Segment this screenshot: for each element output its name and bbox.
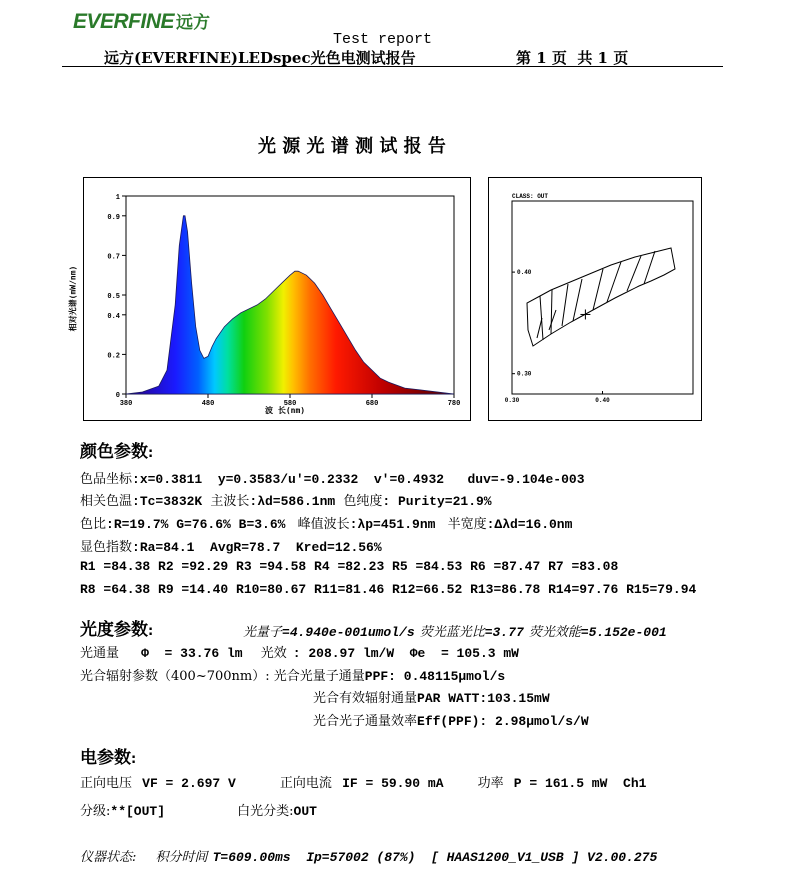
luminous-flux-label: 光通量 — [80, 646, 120, 661]
bin-divider — [537, 318, 542, 338]
instrument-status-label: 仪器状态: — [80, 850, 137, 865]
spectrum-ylabel: 相对光谱(mW/nm) — [68, 265, 78, 332]
bin-divider — [551, 290, 552, 334]
bin-divider — [593, 269, 603, 310]
half-width-value: :Δλd=16.0nm — [486, 517, 573, 532]
eff-ppf-label: 光合光子通量效率 — [313, 714, 418, 729]
par-watt-label: 光合有效辐射通量 — [313, 691, 418, 706]
forward-current-label: 正向电流 — [279, 776, 332, 791]
par-row-1 — [80, 665, 505, 684]
report-title-en: Test report — [333, 31, 433, 48]
power-label: 功率 — [477, 776, 504, 791]
efficacy-value: : 208.97 lm/W Φe = 105.3 mW — [292, 646, 519, 661]
x-tick-label: 380 — [119, 400, 133, 408]
x-tick-label: 780 — [447, 400, 461, 408]
grade-label: 分级: — [80, 804, 111, 819]
cri-row — [80, 536, 382, 555]
forward-voltage-value: VF = 2.697 V — [142, 776, 236, 791]
y-tick-label: 0.5 — [107, 293, 120, 301]
bin-outline — [527, 248, 675, 346]
x-tick-label: 480 — [201, 400, 215, 408]
cct-label: 相关色温 — [80, 494, 133, 509]
cie-svg — [489, 178, 701, 420]
ppf-value: PPF: 0.48115μmol/s — [364, 669, 506, 684]
forward-current-value: IF = 59.90 mA — [342, 776, 444, 791]
par-row-3 — [313, 710, 589, 729]
chromaticity-point — [580, 309, 590, 319]
spectrum-chart — [68, 177, 471, 421]
document-title: 光 源 光 谱 测 试 报 告 — [258, 136, 446, 157]
color-params-title-text: 颜色参数 — [80, 442, 148, 462]
y-tick-label: 0.9 — [107, 213, 120, 222]
spectrum-area — [126, 216, 454, 394]
color-params-title — [80, 437, 153, 462]
eff-ppf-value: Eff(PPF): 2.98μmol/s/W — [417, 714, 589, 729]
par-label: 光合辐射参数（400~700nm）: — [80, 669, 270, 684]
purity-value: : Purity=21.9% — [382, 494, 492, 509]
efficacy-label: 光效 — [260, 646, 287, 661]
cie-chart — [488, 177, 702, 421]
cri-r8-r15: R8 =64.38 R9 =14.40 R10=80.67 R11=81.46 R12=66.52 R13=86.78 R14=97.76 R15=79.94 — [80, 582, 697, 597]
white-class-value: OUT — [293, 804, 317, 819]
purity-label: 色纯度 — [343, 494, 383, 509]
par-row-2 — [313, 687, 550, 706]
ppf-label: 光合光量子通量 — [273, 669, 365, 684]
color-ratio-label: 色比 — [80, 517, 107, 532]
photon-flux-label: 光量子 — [243, 625, 283, 640]
instrument-status — [80, 846, 657, 865]
integration-time-label: 积分时间 — [155, 850, 208, 865]
ansi-bins — [527, 248, 675, 346]
peak-wl-label: 峰值波长 — [297, 517, 350, 532]
y-tick-label: 0 — [115, 392, 120, 400]
spectrum-svg — [84, 178, 470, 420]
elec-row-1 — [80, 772, 646, 791]
elec-params-title-text: 电参数 — [80, 748, 131, 768]
cri-value: :Ra=84.1 AvgR=78.7 Kred=12.56% — [132, 540, 382, 555]
white-class-label: 白光分类: — [237, 804, 294, 819]
power-value: P = 161.5 mW Ch1 — [513, 776, 647, 791]
company-logo — [73, 8, 210, 34]
peak-wl-value: :λp=451.9nm — [349, 517, 436, 532]
y-tick-label: 0.7 — [107, 253, 120, 262]
cie-x-tick-label: 0.40 — [595, 397, 610, 404]
chromaticity-row — [80, 468, 585, 487]
color-ratio-value: :R=19.7% G=76.6% B=3.6% — [106, 517, 286, 532]
cie-x-tick-label: 0.30 — [504, 397, 520, 404]
photon-flux-value: =4.940e-001umol/s — [282, 625, 415, 640]
page-info: 第 1 页 共 1 页 — [516, 49, 629, 67]
logo-text: EVERFINE — [73, 10, 175, 33]
bin-divider — [644, 251, 655, 284]
logo-cn: 远方 — [176, 13, 211, 33]
bin-divider — [549, 310, 556, 330]
x-tick-label: 680 — [365, 400, 379, 408]
dominant-wl-label: 主波长 — [210, 494, 250, 509]
fluor-efficacy-value: =5.152e-001 — [580, 625, 667, 640]
cie-y-tick-label: 0.30 — [517, 370, 532, 378]
y-tick-label: 0.2 — [107, 352, 120, 361]
cct-row — [80, 490, 492, 509]
forward-voltage-label: 正向电压 — [80, 776, 133, 791]
cie-frame — [512, 201, 693, 394]
elec-params-title — [80, 743, 136, 768]
cie-class-label: CLASS: OUT — [512, 193, 549, 200]
spectrum-xlabel: 波 长(nm) — [265, 406, 306, 415]
grade-value: **[OUT] — [110, 804, 165, 819]
dominant-wl-value: :λd=586.1nm — [249, 494, 336, 509]
chromaticity-label: 色品坐标 — [80, 472, 133, 487]
fluor-blue-ratio-value: =3.77 — [484, 625, 524, 640]
photo-params-title — [80, 615, 153, 640]
cie-y-tick-label: 0.40 — [517, 269, 532, 277]
y-tick-label: 0.4 — [107, 312, 120, 321]
report-title-cn: 远方(EVERFINE)LEDspec光色电测试报告 — [104, 49, 416, 67]
cct-value: :Tc=3832K — [132, 494, 203, 509]
half-width-label: 半宽度 — [447, 517, 487, 532]
fluor-efficacy-label: 荧光效能 — [528, 625, 581, 640]
title-colon: : — [148, 624, 154, 639]
photo-params-title-text: 光度参数 — [80, 620, 148, 640]
photo-extra-row — [243, 621, 667, 640]
luminous-flux-row — [80, 642, 519, 661]
cri-r1-r7: R1 =84.38 R2 =92.29 R3 =94.58 R4 =82.23 R5 =84.53 R6 =87.47 R7 =83.08 — [80, 559, 619, 574]
bin-divider — [562, 284, 568, 326]
chromaticity-value: :x=0.3811 y=0.3583/u'=0.2332 v'=0.4932 duv=-9.104e-003 — [132, 472, 585, 487]
fluor-blue-ratio-label: 荧光蓝光比 — [419, 625, 485, 640]
instrument-status-value: T=609.00ms Ip=57002 (87%) [ HAAS1200_V1_USB ] V2.00.275 — [212, 850, 658, 865]
elec-row-2 — [80, 800, 317, 819]
header-rule — [62, 66, 723, 67]
title-colon: : — [148, 446, 154, 461]
color-ratio-row — [80, 513, 572, 532]
cri-label: 显色指数 — [80, 540, 133, 555]
x-tick-label: 580 — [283, 400, 297, 408]
y-tick-label: 1 — [115, 194, 120, 202]
luminous-flux-value: Φ = 33.76 lm — [141, 646, 243, 661]
title-colon: : — [131, 752, 137, 767]
par-watt-value: PAR WATT:103.15mW — [417, 691, 550, 706]
